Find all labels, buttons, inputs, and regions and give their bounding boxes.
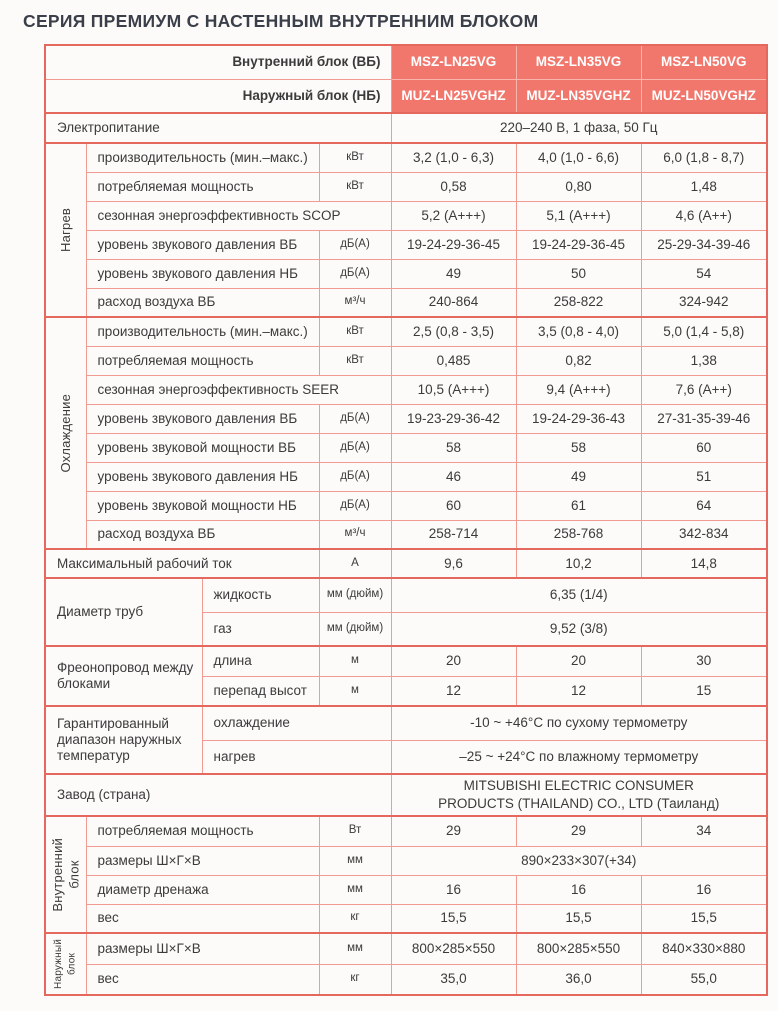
spec-label-cell: диаметр дренажа <box>86 875 319 904</box>
spec-label-cell: уровень звукового давления НБ <box>86 462 319 491</box>
spec-label-cell: сезонная энергоэффективность SEER <box>86 375 391 404</box>
spec-label-cell: размеры Ш×Г×В <box>86 846 319 875</box>
table-row <box>45 520 767 549</box>
value-cell: 9,52 (3/8) <box>391 612 767 646</box>
value-cell: 20 <box>516 646 641 676</box>
value-cell: 49 <box>391 259 516 288</box>
value-cell: 60 <box>641 433 767 462</box>
unit-cell: кВт <box>319 143 391 172</box>
value-cell: –25 ~ +24°С по влажному термометру <box>391 740 767 774</box>
value-cell: 6,0 (1,8 - 8,7) <box>641 143 767 172</box>
value-cell: 46 <box>391 462 516 491</box>
unit-cell: А <box>319 549 391 578</box>
spec-label-cell: Завод (страна) <box>45 774 391 816</box>
spec-label-cell: Максимальный рабочий ток <box>45 549 319 578</box>
value-cell: 27-31-35-39-46 <box>641 404 767 433</box>
value-cell: 0,82 <box>516 346 641 375</box>
table-row <box>45 904 767 933</box>
table-row <box>45 230 767 259</box>
spec-table <box>44 44 768 996</box>
spec-label-cell: длина <box>202 646 319 676</box>
table-row <box>45 816 767 846</box>
row-header-label: Внутренний блок (ВБ) <box>45 45 391 79</box>
value-cell: 19-24-29-36-45 <box>391 230 516 259</box>
category-label: Наружный блок <box>53 939 78 989</box>
model-header-cell: MUZ-LN35VGHZ <box>516 79 641 113</box>
value-cell: 1,38 <box>641 346 767 375</box>
spec-label-cell: производительность (мин.–макс.) <box>86 143 319 172</box>
spec-label-cell: потребляемая мощность <box>86 346 319 375</box>
value-cell: 15,5 <box>391 904 516 933</box>
spec-label-cell: Фреонопровод между блоками <box>45 646 202 706</box>
unit-cell: кВт <box>319 317 391 346</box>
spec-label-cell: перепад высот <box>202 676 319 706</box>
value-cell: 890×233×307(+34) <box>391 846 767 875</box>
table-row <box>45 45 767 79</box>
value-cell: 16 <box>391 875 516 904</box>
unit-cell: м³/ч <box>319 288 391 317</box>
value-cell: 324-942 <box>641 288 767 317</box>
table-row <box>45 933 767 964</box>
value-cell: 25-29-34-39-46 <box>641 230 767 259</box>
value-cell: 800×285×550 <box>516 933 641 964</box>
spec-label-cell: уровень звукового давления ВБ <box>86 404 319 433</box>
table-row <box>45 201 767 230</box>
value-cell: 15 <box>641 676 767 706</box>
value-cell: 3,5 (0,8 - 4,0) <box>516 317 641 346</box>
spec-label-cell: размеры Ш×Г×В <box>86 933 319 964</box>
table-row <box>45 462 767 491</box>
unit-cell: м³/ч <box>319 520 391 549</box>
table-row <box>45 964 767 995</box>
category-label: Охлаждение <box>57 393 73 473</box>
table-row <box>45 875 767 904</box>
value-cell: 58 <box>391 433 516 462</box>
value-cell: 29 <box>391 816 516 846</box>
value-cell: 0,485 <box>391 346 516 375</box>
value-cell: 64 <box>641 491 767 520</box>
spec-label-cell: Диаметр труб <box>45 578 202 646</box>
value-cell: 15,5 <box>516 904 641 933</box>
table-row <box>45 774 767 816</box>
spec-label-cell: расход воздуха ВБ <box>86 520 319 549</box>
value-cell: 16 <box>516 875 641 904</box>
unit-cell: дБ(А) <box>319 230 391 259</box>
value-cell: 61 <box>516 491 641 520</box>
value-cell: 19-23-29-36-42 <box>391 404 516 433</box>
value-cell: 1,48 <box>641 172 767 201</box>
value-cell: 4,0 (1,0 - 6,6) <box>516 143 641 172</box>
unit-cell: дБ(А) <box>319 433 391 462</box>
unit-cell: кг <box>319 904 391 933</box>
value-cell: 840×330×880 <box>641 933 767 964</box>
spec-label-cell: газ <box>202 612 319 646</box>
spec-label-cell: уровень звукового давления НБ <box>86 259 319 288</box>
value-cell: 14,8 <box>641 549 767 578</box>
table-row <box>45 346 767 375</box>
value-cell: 220–240 В, 1 фаза, 50 Гц <box>391 113 767 143</box>
value-cell: 9,6 <box>391 549 516 578</box>
category-cell <box>45 317 86 549</box>
spec-label-cell: Гарантированный диапазон наружных температур <box>45 706 202 774</box>
value-cell: 5,1 (A+++) <box>516 201 641 230</box>
value-cell: 800×285×550 <box>391 933 516 964</box>
table-row <box>45 113 767 143</box>
spec-label-cell: вес <box>86 904 319 933</box>
model-header-cell: MSZ-LN50VG <box>641 45 767 79</box>
value-cell: 15,5 <box>641 904 767 933</box>
spec-label-cell: расход воздуха ВБ <box>86 288 319 317</box>
table-row <box>45 259 767 288</box>
spec-label-cell: вес <box>86 964 319 995</box>
table-row <box>45 706 767 740</box>
value-cell: 20 <box>391 646 516 676</box>
value-cell: 34 <box>641 816 767 846</box>
table-row <box>45 549 767 578</box>
table-row <box>45 433 767 462</box>
unit-cell: Вт <box>319 816 391 846</box>
category-cell <box>45 143 86 317</box>
spec-label-cell: уровень звукового давления ВБ <box>86 230 319 259</box>
value-cell: 5,2 (A+++) <box>391 201 516 230</box>
value-cell: 35,0 <box>391 964 516 995</box>
value-cell: 12 <box>516 676 641 706</box>
value-cell: 258-822 <box>516 288 641 317</box>
value-cell: 49 <box>516 462 641 491</box>
category-cell <box>45 933 86 995</box>
table-row <box>45 375 767 404</box>
value-cell: MITSUBISHI ELECTRIC CONSUMER PRODUCTS (THAILAND) CO., LTD (Таиланд) <box>391 774 767 816</box>
value-cell: 58 <box>516 433 641 462</box>
spec-label-cell: нагрев <box>202 740 391 774</box>
value-cell: 19-24-29-36-45 <box>516 230 641 259</box>
value-cell: 10,5 (A+++) <box>391 375 516 404</box>
value-cell: 50 <box>516 259 641 288</box>
table-row <box>45 404 767 433</box>
value-cell: 29 <box>516 816 641 846</box>
value-cell: 5,0 (1,4 - 5,8) <box>641 317 767 346</box>
value-cell: 4,6 (A++) <box>641 201 767 230</box>
unit-cell: дБ(А) <box>319 404 391 433</box>
table-row <box>45 578 767 612</box>
model-header-cell: MSZ-LN35VG <box>516 45 641 79</box>
table-row <box>45 646 767 676</box>
value-cell: 342-834 <box>641 520 767 549</box>
value-cell: 258-714 <box>391 520 516 549</box>
value-cell: 51 <box>641 462 767 491</box>
value-cell: 12 <box>391 676 516 706</box>
value-cell: 30 <box>641 646 767 676</box>
table-row <box>45 172 767 201</box>
value-cell: 0,58 <box>391 172 516 201</box>
value-cell: 36,0 <box>516 964 641 995</box>
value-cell: 6,35 (1/4) <box>391 578 767 612</box>
unit-cell: дБ(А) <box>319 462 391 491</box>
spec-label-cell: уровень звуковой мощности ВБ <box>86 433 319 462</box>
value-cell: 54 <box>641 259 767 288</box>
unit-cell: кг <box>319 964 391 995</box>
value-cell: 7,6 (A++) <box>641 375 767 404</box>
unit-cell: мм <box>319 875 391 904</box>
unit-cell: мм (дюйм) <box>319 612 391 646</box>
spec-label-cell: потребляемая мощность <box>86 816 319 846</box>
unit-cell: дБ(А) <box>319 259 391 288</box>
value-cell: 10,2 <box>516 549 641 578</box>
value-cell: 240-864 <box>391 288 516 317</box>
value-cell: -10 ~ +46°С по сухому термометру <box>391 706 767 740</box>
value-cell: 19-24-29-36-43 <box>516 404 641 433</box>
spec-label-cell: сезонная энергоэффективность SCOP <box>86 201 391 230</box>
value-cell: 0,80 <box>516 172 641 201</box>
unit-cell: мм <box>319 846 391 875</box>
table-row <box>45 491 767 520</box>
value-cell: 55,0 <box>641 964 767 995</box>
spec-label-cell: уровень звуковой мощности НБ <box>86 491 319 520</box>
value-cell: 3,2 (1,0 - 6,3) <box>391 143 516 172</box>
model-header-cell: MUZ-LN50VGHZ <box>641 79 767 113</box>
category-label: Нагрев <box>57 208 73 252</box>
row-header-label: Наружный блок (НБ) <box>45 79 391 113</box>
page-title: СЕРИЯ ПРЕМИУМ С НАСТЕННЫМ ВНУТРЕННИМ БЛОКОМ <box>23 11 539 31</box>
model-header-cell: MUZ-LN25VGHZ <box>391 79 516 113</box>
value-cell: 16 <box>641 875 767 904</box>
table-row <box>45 288 767 317</box>
table-row <box>45 143 767 172</box>
table-row <box>45 846 767 875</box>
unit-cell: дБ(А) <box>319 491 391 520</box>
table-row <box>45 317 767 346</box>
unit-cell: кВт <box>319 346 391 375</box>
value-cell: 9,4 (A+++) <box>516 375 641 404</box>
spec-label-cell: Электропитание <box>45 113 391 143</box>
value-cell: 258-768 <box>516 520 641 549</box>
unit-cell: м <box>319 676 391 706</box>
spec-label-cell: жидкость <box>202 578 319 612</box>
value-cell: 60 <box>391 491 516 520</box>
value-cell: 2,5 (0,8 - 3,5) <box>391 317 516 346</box>
spec-label-cell: охлаждение <box>202 706 391 740</box>
unit-cell: мм <box>319 933 391 964</box>
model-header-cell: MSZ-LN25VG <box>391 45 516 79</box>
spec-label-cell: производительность (мин.–макс.) <box>86 317 319 346</box>
category-label: Внутренний блок <box>49 837 81 912</box>
table-row <box>45 79 767 113</box>
unit-cell: мм (дюйм) <box>319 578 391 612</box>
unit-cell: м <box>319 646 391 676</box>
spec-label-cell: потребляемая мощность <box>86 172 319 201</box>
unit-cell: кВт <box>319 172 391 201</box>
category-cell <box>45 816 86 933</box>
